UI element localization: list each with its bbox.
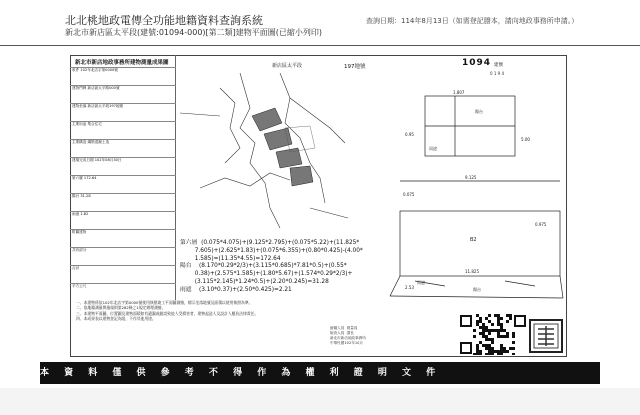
site-plan-drawing (180, 68, 350, 233)
dim-label: 5.00 (521, 137, 530, 142)
page-footer-area (0, 388, 640, 415)
dim-label: 0.975 (535, 222, 547, 227)
qr-code (459, 314, 527, 355)
survey-info-row: 合計 (70, 265, 176, 271)
document-subtitle: 新北市新店區太平段(建號:01094-000)[第二類]建物平面圖(已縮小列印) (65, 28, 323, 37)
dim-label: 11.825 (465, 269, 479, 274)
survey-info-row: 雨遮 1.82 (70, 211, 176, 217)
query-date-info: 查詢日期：114年8月13日（如需登記謄本，請向地政事務所申請。） (366, 17, 579, 25)
survey-notes: 一、本建物係依102年北店字第0000號使用執照竣工平面圖測繪，標示坐落地號及面積以使用執照為準。 二、依地籍測量實施規則第282條之1規定辦理測繪。 三、本建物平面圖、位置圖及建物面積如有遺漏或錯誤致他人受損害者，建物起造人及設計人應負法律責任。 四、本成果表以建物登記為限，不作其他用途。 (76, 300, 259, 321)
section-name: 新店區太平段 (272, 63, 303, 69)
survey-info-row: 第六層 172.64 (70, 175, 176, 181)
survey-info-row: 建築完成日期 102年08月30日 (70, 157, 176, 163)
survey-info-panel (70, 55, 176, 300)
dim-label: 2.53 (405, 285, 414, 290)
header-divider (0, 45, 640, 46)
signature-block: 繪圖人員 測量員 檢查人員 課長 新北市新店地政事務所 中華民國102年10月 (330, 326, 366, 345)
room-label: 雨遮 (417, 280, 425, 285)
survey-info-row: 陽台 31.28 (70, 193, 176, 199)
room-label: 陽台 (473, 287, 481, 292)
legal-number: 0 1 9 4 (490, 71, 504, 76)
survey-info-row: 平方公尺 (70, 283, 176, 289)
area-calculation: 第六層 (0.075*4.075)+(9.125*2.795)+(0.075*5.22)+(11.825* 7.605)+(2.625*1.83)+(0.075*6.355)+(0.80*0.425)-(4.00* 1.585)=(11.35*4.55)=172.64 陽台 (8.170*0.29*2/3)+(3.115*0.685)*7.81*0.5)+(0.55* 0.38)+(2.575*1.585)+(1.80*5.67)+(1.574*0.29*2/3)+ (3.115*2.145)*1.24*0.5)+(2.20*0.245)=31.28 雨遮 (3.10*0.37)+(2.50*0.425)=2.21 (180, 240, 363, 293)
survey-info-row: 收件 102年北店字第0000號 (70, 67, 176, 73)
survey-info-row: 主要用途 集合住宅 (70, 121, 176, 127)
room-label: 雨遮 (429, 146, 437, 151)
survey-info-row: 主要構造 鋼筋混凝土造 (70, 139, 176, 145)
dim-label: 1.807 (453, 90, 465, 95)
building-number: 1094 (462, 58, 492, 68)
room-label: 陽台 (475, 109, 483, 114)
survey-info-row: 共有部分 (70, 247, 176, 253)
survey-info-row: 建物門牌 新店區太平路000號 (70, 85, 176, 91)
lot-number: 197地號 (344, 64, 366, 70)
dim-label: 0.075 (403, 192, 415, 197)
building-number-suffix: 建號 (494, 63, 503, 68)
survey-info-row: 建物坐落 新店區太平段197地號 (70, 103, 176, 109)
survey-info-row: 附屬建物 (70, 229, 176, 235)
disclaimer-text: 本 資 料 僅 供 參 考 不 得 作 為 權 利 證 明 文 件 (40, 368, 442, 378)
room-label: B2 (470, 237, 477, 243)
official-seal (528, 318, 564, 354)
app-title: 北北桃地政電傳全功能地籍資料查詢系統 (65, 14, 263, 27)
dim-label: 9.125 (465, 175, 477, 180)
survey-panel-title: 新北市新店地政事務所建物測量成果圖 (75, 60, 169, 66)
floor-plan-drawing (385, 86, 565, 302)
dim-label: 0.95 (405, 132, 414, 137)
